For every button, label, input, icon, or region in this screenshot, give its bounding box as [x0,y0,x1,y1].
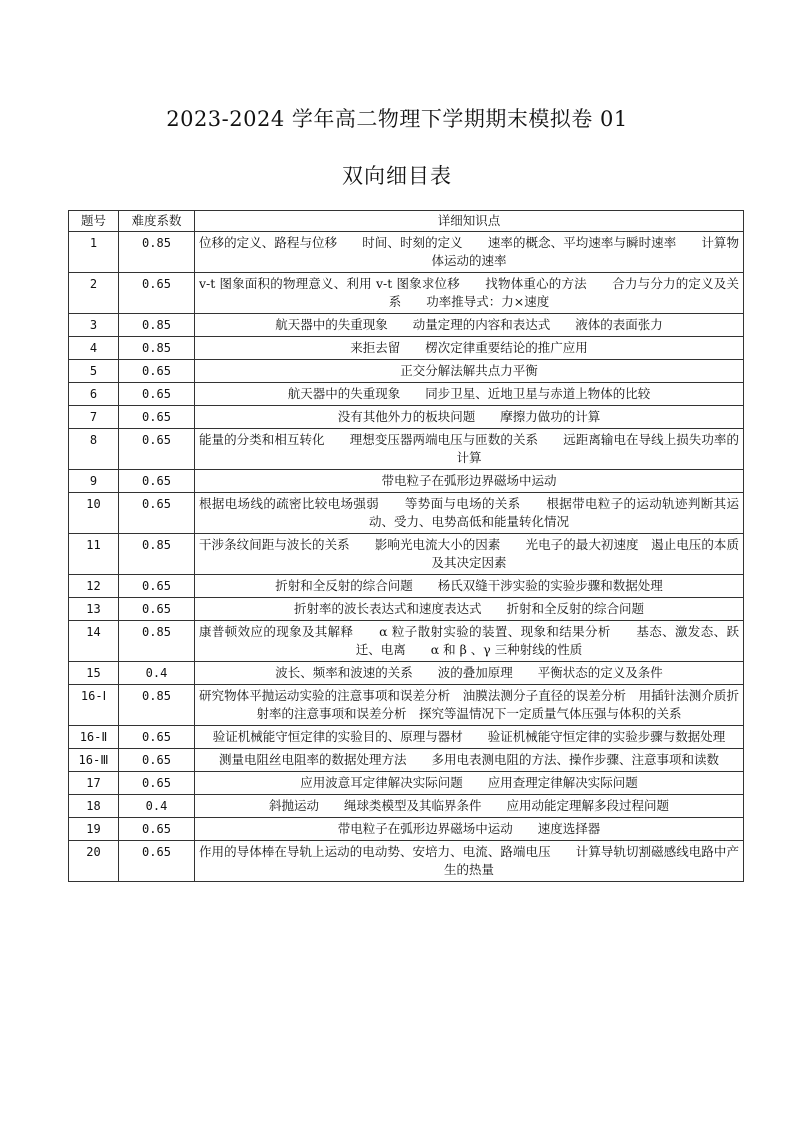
row-knowledge: 能量的分类和相互转化 理想变压器两端电压与匝数的关系 远距离输电在导线上损失功率的计算 [195,429,744,470]
table-row [69,726,744,749]
row-difficulty: 0.85 [119,685,195,726]
table-row [69,575,744,598]
table-row [69,383,744,406]
table-row [69,406,744,429]
row-knowledge: 折射率的波长表达式和速度表达式 折射和全反射的综合问题 [195,598,744,621]
row-difficulty: 0.85 [119,232,195,273]
row-difficulty: 0.65 [119,273,195,314]
table-row [69,337,744,360]
table-row [69,795,744,818]
row-knowledge: 波长、频率和波速的关系 波的叠加原理 平衡状态的定义及条件 [195,662,744,685]
row-knowledge: 验证机械能守恒定律的实验目的、原理与器材 验证机械能守恒定律的实验步骤与数据处理 [195,726,744,749]
row-knowledge: 正交分解法解共点力平衡 [195,360,744,383]
row-difficulty: 0.4 [119,662,195,685]
row-knowledge: 航天器中的失重现象 动量定理的内容和表达式 液体的表面张力 [195,314,744,337]
row-difficulty: 0.65 [119,470,195,493]
row-number: 12 [69,575,119,598]
row-difficulty: 0.85 [119,337,195,360]
table-row [69,662,744,685]
row-number: 17 [69,772,119,795]
row-number: 1 [69,232,119,273]
table-row [69,685,744,726]
row-knowledge: v-t 图象面积的物理意义、利用 v-t 图象求位移 找物体重心的方法 合力与分力的定义及关系 功率推导式：力×速度 [195,273,744,314]
row-difficulty: 0.65 [119,726,195,749]
row-knowledge: 带电粒子在弧形边界磁场中运动 速度选择器 [195,818,744,841]
row-number: 11 [69,534,119,575]
table-row [69,621,744,662]
table-row [69,772,744,795]
table-row [69,818,744,841]
document-subtitle: 双向细目表 [342,164,452,188]
row-number: 10 [69,493,119,534]
table-row [69,534,744,575]
table-row [69,598,744,621]
row-difficulty: 0.65 [119,383,195,406]
row-difficulty: 0.65 [119,429,195,470]
row-number: 16-Ⅲ [69,749,119,772]
row-difficulty: 0.65 [119,575,195,598]
table-row [69,841,744,882]
row-difficulty: 0.85 [119,314,195,337]
row-knowledge: 康普顿效应的现象及其解释 α 粒子散射实验的装置、现象和结果分析 基态、激发态、跃迁、电离 α 和 β 、γ 三种射线的性质 [195,621,744,662]
row-number: 8 [69,429,119,470]
row-difficulty: 0.65 [119,772,195,795]
row-number: 3 [69,314,119,337]
row-number: 20 [69,841,119,882]
table-row [69,749,744,772]
table-row [69,429,744,470]
row-difficulty: 0.65 [119,841,195,882]
row-difficulty: 0.65 [119,818,195,841]
table-row [69,470,744,493]
row-difficulty: 0.65 [119,406,195,429]
row-number: 19 [69,818,119,841]
row-knowledge: 斜抛运动 绳球类模型及其临界条件 应用动能定理解多段过程问题 [195,795,744,818]
row-difficulty: 0.65 [119,749,195,772]
row-knowledge: 干涉条纹间距与波长的关系 影响光电流大小的因素 光电子的最大初速度 遏止电压的本质及其决定因素 [195,534,744,575]
row-difficulty: 0.85 [119,621,195,662]
row-knowledge: 根据电场线的疏密比较电场强弱 等势面与电场的关系 根据带电粒子的运动轨迹判断其运动、受力、电势高低和能量转化情况 [195,493,744,534]
document-title: 2023-2024 学年高二物理下学期期末模拟卷 01 [166,107,628,131]
row-knowledge: 应用波意耳定律解决实际问题 应用查理定律解决实际问题 [195,772,744,795]
row-knowledge: 测量电阻丝电阻率的数据处理方法 多用电表测电阻的方法、操作步骤、注意事项和读数 [195,749,744,772]
row-knowledge: 作用的导体棒在导轨上运动的电动势、安培力、电流、路端电压 计算导轨切割磁感线电路中产生的热量 [195,841,744,882]
row-number: 5 [69,360,119,383]
row-number: 4 [69,337,119,360]
row-number: 18 [69,795,119,818]
row-number: 13 [69,598,119,621]
table-header-row [69,211,744,232]
header-number: 题号 [69,211,119,232]
row-number: 6 [69,383,119,406]
row-difficulty: 0.4 [119,795,195,818]
row-knowledge: 折射和全反射的综合问题 杨氏双缝干涉实验的实验步骤和数据处理 [195,575,744,598]
knowledge-table [68,210,744,882]
row-number: 7 [69,406,119,429]
table-row [69,273,744,314]
table-row [69,493,744,534]
table-row [69,314,744,337]
row-difficulty: 0.85 [119,534,195,575]
row-knowledge: 位移的定义、路程与位移 时间、时刻的定义 速率的概念、平均速率与瞬时速率 计算物体运动的速率 [195,232,744,273]
row-number: 14 [69,621,119,662]
row-number: 2 [69,273,119,314]
row-knowledge: 研究物体平抛运动实验的注意事项和误差分析 油膜法测分子直径的误差分析 用插针法测介质折射率的注意事项和误差分析 探究等温情况下一定质量气体压强与体积的关系 [195,685,744,726]
header-difficulty: 难度系数 [119,211,195,232]
row-number: 16-Ⅱ [69,726,119,749]
row-knowledge: 没有其他外力的板块问题 摩擦力做功的计算 [195,406,744,429]
row-difficulty: 0.65 [119,598,195,621]
header-knowledge: 详细知识点 [195,211,744,232]
row-difficulty: 0.65 [119,360,195,383]
table-row [69,360,744,383]
row-number: 9 [69,470,119,493]
row-knowledge: 来拒去留 楞次定律重要结论的推广应用 [195,337,744,360]
row-knowledge: 航天器中的失重现象 同步卫星、近地卫星与赤道上物体的比较 [195,383,744,406]
table-row [69,232,744,273]
row-number: 15 [69,662,119,685]
row-difficulty: 0.65 [119,493,195,534]
row-number: 16-Ⅰ [69,685,119,726]
row-knowledge: 带电粒子在弧形边界磁场中运动 [195,470,744,493]
